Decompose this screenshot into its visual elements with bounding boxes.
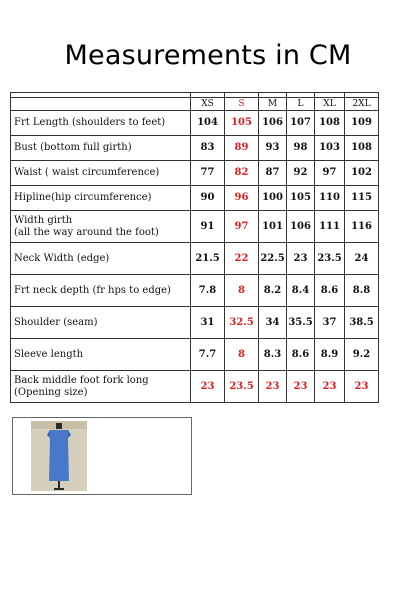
table-row [11,161,379,186]
cell-value: 89 [225,136,259,161]
cell-value: 23 [345,371,379,403]
dress-on-mannequin-image [31,421,87,491]
row-label: Bust (bottom full girth) [11,136,191,161]
cell-value: 37 [315,307,345,339]
cell-value: 108 [345,136,379,161]
cell-value: 106 [287,211,315,243]
cell-value: 7.7 [191,339,225,371]
cell-value: 91 [191,211,225,243]
size-chart-table [10,92,379,403]
cell-value: 109 [345,111,379,136]
cell-value: 8 [225,339,259,371]
header-blank [11,98,191,111]
cell-value: 97 [225,211,259,243]
cell-value: 107 [287,111,315,136]
cell-value: 101 [259,211,287,243]
row-label: Back middle foot fork long [14,374,149,386]
cell-value: 87 [259,161,287,186]
cell-value: 90 [191,186,225,211]
table-row [11,275,379,307]
cell-value: 31 [191,307,225,339]
row-label-two-line [11,371,191,403]
row-label: Waist ( waist circumference) [11,161,191,186]
cell-value: 32.5 [225,307,259,339]
table-row [11,136,379,161]
table-row [11,371,379,403]
cell-value: 98 [287,136,315,161]
cell-value: 22 [225,243,259,275]
product-photo-frame [12,417,192,495]
cell-value: 115 [345,186,379,211]
cell-value: 92 [287,161,315,186]
row-label-detail: (all the way around the foot) [14,226,159,238]
row-label: Hipline(hip circumference) [11,186,191,211]
size-header-l: L [287,98,315,111]
cell-value: 7.8 [191,275,225,307]
row-label: Frt Length (shoulders to feet) [11,111,191,136]
size-header-2xl: 2XL [345,98,379,111]
cell-value: 38.5 [345,307,379,339]
size-header-xs: XS [191,98,225,111]
row-label: Frt neck depth (fr hps to edge) [11,275,191,307]
size-header-s: S [225,98,259,111]
cell-value: 116 [345,211,379,243]
size-header-m: M [259,98,287,111]
cell-value: 103 [315,136,345,161]
cell-value: 97 [315,161,345,186]
table-row [11,111,379,136]
cell-value: 35.5 [287,307,315,339]
row-label: Sleeve length [11,339,191,371]
cell-value: 23 [315,371,345,403]
product-photo [31,421,87,491]
cell-value: 23.5 [225,371,259,403]
cell-value: 102 [345,161,379,186]
table-row [11,243,379,275]
cell-value: 8.8 [345,275,379,307]
cell-value: 23 [287,371,315,403]
cell-value: 23 [191,371,225,403]
cell-value: 100 [259,186,287,211]
table-row [11,186,379,211]
row-label-detail: (Opening size) [14,386,88,398]
cell-value: 23 [259,371,287,403]
cell-value: 8 [225,275,259,307]
cell-value: 23.5 [315,243,345,275]
cell-value: 8.6 [287,339,315,371]
cell-value: 23 [287,243,315,275]
cell-value: 34 [259,307,287,339]
table-row [11,211,379,243]
cell-value: 9.2 [345,339,379,371]
row-label-two-line [11,211,191,243]
table-row [11,307,379,339]
cell-value: 83 [191,136,225,161]
cell-value: 77 [191,161,225,186]
cell-value: 8.9 [315,339,345,371]
cell-value: 111 [315,211,345,243]
cell-value: 8.6 [315,275,345,307]
cell-value: 8.4 [287,275,315,307]
cell-value: 110 [315,186,345,211]
cell-value: 24 [345,243,379,275]
row-label: Width girth [14,214,73,226]
cell-value: 8.2 [259,275,287,307]
row-label: Shoulder (seam) [11,307,191,339]
cell-value: 105 [225,111,259,136]
cell-value: 8.3 [259,339,287,371]
cell-value: 21.5 [191,243,225,275]
page-title: Measurements in CM [64,40,352,71]
cell-value: 106 [259,111,287,136]
cell-value: 82 [225,161,259,186]
size-header-xl: XL [315,98,345,111]
table-row [11,339,379,371]
size-header-row [11,98,379,111]
cell-value: 22.5 [259,243,287,275]
cell-value: 93 [259,136,287,161]
row-label: Neck Width (edge) [11,243,191,275]
cell-value: 105 [287,186,315,211]
cell-value: 108 [315,111,345,136]
cell-value: 96 [225,186,259,211]
cell-value: 104 [191,111,225,136]
